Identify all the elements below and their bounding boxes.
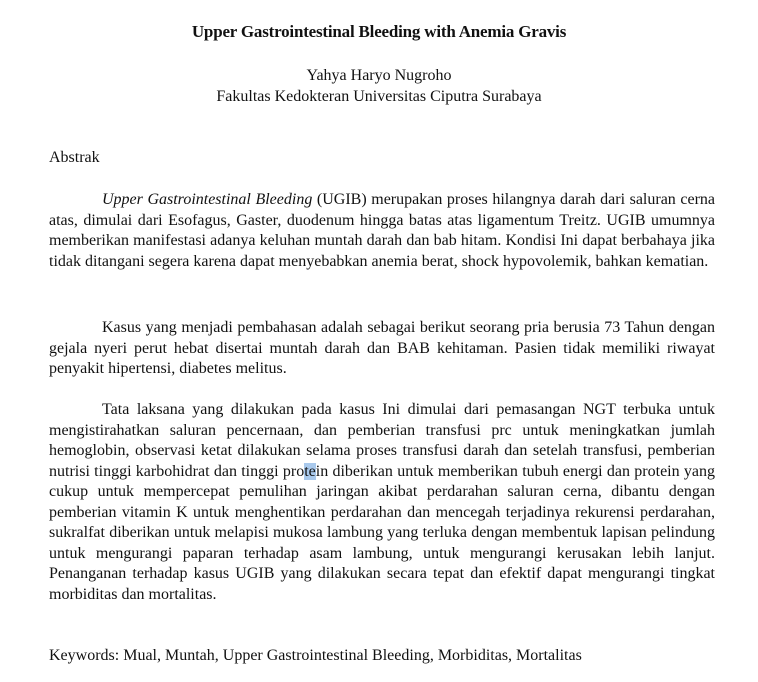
paper-title: Upper Gastrointestinal Bleeding with Anemia Gravis	[191, 22, 567, 41]
author-affiliation: Fakultas Kedokteran Universitas Ciputra Surabaya	[216, 88, 542, 105]
paragraph-text: Tata laksana yang dilakukan pada kasus Ini dimulai dari pemasangan NGT terbuka untuk mengistirahatkan saluran pencernaan, dan pemberian transfusi prc untuk meningkatkan jumlah hemoglobin, observasi ketat dilakukan selama proses transfusi darah dan setelah transfusi, pemberian nutrisi tinggi karbohidrat dan tinggi pro	[49, 401, 715, 480]
abstract-heading: Abstrak	[49, 149, 100, 166]
keywords-line: Keywords: Mual, Muntah, Upper Gastrointestinal Bleeding, Morbiditas, Mortalitas	[49, 647, 582, 664]
text-selection-highlight[interactable]: te	[304, 462, 316, 480]
author-name: Yahya Haryo Nugroho	[306, 67, 452, 84]
abstract-paragraph-3	[49, 400, 715, 605]
paragraph-text: in diberikan untuk memberikan tubuh energi dan protein yang cukup untuk mempercepat pemulihan jaringan akibat perdarahan saluran cerna, dibantu dengan pemberian vitamin K untuk menghentikan perdarahan dan mencegah terjadinya rekurensi perdarahan, sukralfat diberikan untuk melapisi mukosa lambung yang terluka dengan membentuk lapisan pelindung untuk mengurangi paparan terhadap asam lambung, untuk mengurangi kerusakan lebih lanjut. Penanganan terhadap kasus UGIB yang dilakukan secara tepat dan efektif dapat mengurangi tingkat morbiditas dan mortalitas.	[49, 462, 716, 603]
italic-term: Upper Gastrointestinal Bleeding	[102, 191, 313, 208]
abstract-paragraph-2: Kasus yang menjadi pembahasan adalah sebagai berikut seorang pria berusia 73 Tahun dengan gejala nyeri perut hebat disertai muntah darah dan BAB kehitaman. Pasien tidak memiliki riwayat penyakit hipertensi, diabetes melitus.	[49, 319, 715, 377]
abstract-paragraph-1	[49, 190, 715, 272]
paragraph-text: (UGIB) merupakan proses hilangnya darah dari saluran cerna atas, dimulai dari Esofagus, Gaster, duodenum hingga batas atas ligamentum Treitz. UGIB umumnya memberikan manifestasi adanya keluhan muntah darah dan bab hitam. Kondisi Ini dapat berbahaya jika tidak ditangani segera karena dapat menyebabkan anemia berat, shock hypovolemik, bahkan kematian.	[49, 191, 716, 270]
